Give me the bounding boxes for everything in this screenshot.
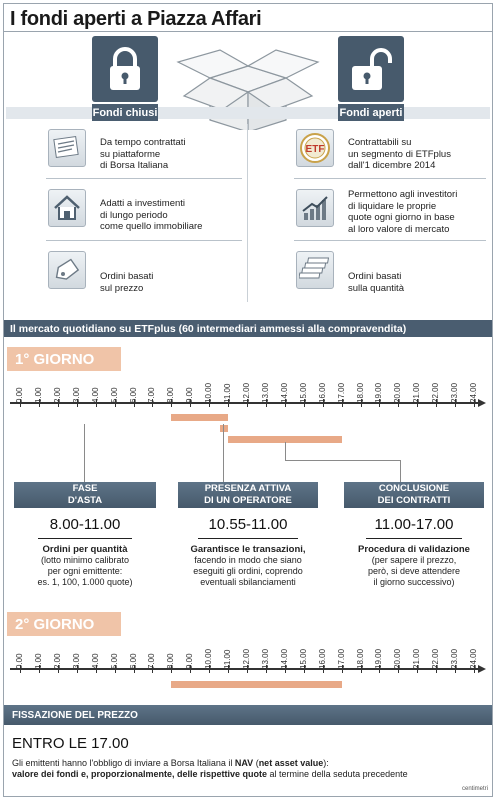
phase-operator-time: 10.55-11.00 [208, 516, 288, 533]
phase-conclusion-desc: Procedura di validazione (per sapere il prezzo, però, si deve attendere il giorno successivo) [358, 544, 470, 587]
price-fixing-bar: FISSAZIONE DEL PREZZO [4, 705, 492, 725]
timeline-tick-label: 21.00 [412, 648, 422, 669]
closed-item-3-text: Ordini basati sul prezzo [100, 271, 154, 294]
timeline-tick-label: 8.00 [166, 653, 176, 669]
timeline-tick-label: 5.00 [109, 387, 119, 403]
timeline-tick-label: 1.00 [33, 387, 43, 403]
timeline-tick-label: 18.00 [355, 382, 365, 403]
phase-operator-box: PRESENZA ATTIVA DI UN OPERATORE INCARICATO [178, 482, 318, 508]
document-lines-icon [48, 129, 86, 167]
timeline-tick-label: 15.00 [298, 648, 308, 669]
timeline-tick-label: 5.00 [109, 653, 119, 669]
timeline-tick-label: 21.00 [412, 382, 422, 403]
timeline-tick-label: 19.00 [374, 648, 384, 669]
page-title: I fondi aperti a Piazza Affari [10, 8, 262, 30]
closed-item-1-text: Da tempo contrattati su piattaforme di Borsa Italiana [100, 137, 186, 171]
timeline-arrowhead [478, 399, 486, 407]
phase-auction-time: 8.00-11.00 [49, 516, 121, 533]
timeline-tick-label: 14.00 [279, 648, 289, 669]
divider [294, 240, 486, 241]
timeline-tick-label: 0.00 [15, 653, 24, 669]
timeline-tick-label: 6.00 [128, 387, 138, 403]
timeline-tick-label: 2.00 [52, 387, 62, 403]
timeline-tick-label: 17.00 [336, 382, 346, 403]
timeline-tick-label: 11.00 [223, 649, 233, 669]
open-item-1-text: Contrattabili su un segmento di ETFplus dall'1 dicembre 2014 [348, 137, 451, 171]
timeline-tick-label: 18.00 [355, 648, 365, 669]
timeline-tick-label: 19.00 [374, 382, 384, 403]
timeline-tick-label: 9.00 [185, 653, 195, 669]
phase-conclusion-time: 11.00-17.00 [374, 516, 454, 533]
timeline-tick-label: 2.00 [52, 653, 62, 669]
timeline-tick-label: 1.00 [33, 653, 43, 669]
timeline-tick-label: 7.00 [147, 653, 157, 669]
open-lock-icon [338, 36, 404, 102]
title-bar [4, 4, 492, 32]
closed-item-2-text: Adatti a investimenti di lungo periodo come quello immobiliare [100, 198, 203, 232]
day2-tag: 2° GIORNO [7, 612, 121, 636]
open-item-3-text: Ordini basati sulla quantità [348, 271, 404, 294]
timeline-tick-label: 16.00 [317, 382, 327, 403]
category-band [6, 107, 490, 119]
connector-line [84, 424, 85, 482]
timeline-arrowhead [478, 665, 486, 673]
timeline-tick-label: 12.00 [242, 382, 251, 403]
timeline-tick-label: 16.00 [317, 648, 327, 669]
timeline-tick-label: 3.00 [71, 653, 81, 669]
time-range-bar [171, 414, 228, 421]
timeline-tick-label: 15.00 [298, 382, 308, 403]
nav-note: Gli emittenti hanno l'obbligo di inviare a Borsa Italiana il NAV (net asset value): valore dei fondi e, proporzionalmente, delle rispettive quote al termine della seduta precedente [12, 758, 408, 779]
connector-line [400, 460, 401, 482]
phase-auction-box: FASE D'ASTA [14, 482, 156, 508]
time-range-bar [171, 681, 341, 688]
timeline-tick-label: 17.00 [336, 648, 346, 669]
etf-logo-text: ETF [305, 144, 325, 155]
underline [38, 538, 132, 539]
closed-lock-icon [92, 36, 158, 102]
timeline-tick-label: 10.00 [204, 648, 214, 669]
timeline-tick-label: 11.00 [223, 383, 233, 403]
timeline-tick-label: 9.00 [185, 387, 195, 403]
house-icon [48, 189, 86, 227]
etf-coin-icon [296, 129, 334, 167]
timeline-tick-label: 22.00 [431, 382, 441, 403]
closed-funds-tag: Fondi chiusi [92, 104, 158, 121]
timeline-tick-label: 4.00 [90, 387, 100, 403]
divider [46, 178, 242, 179]
timeline-tick-label: 0.00 [15, 387, 24, 403]
timeline-tick-label: 24.00 [469, 382, 478, 403]
connector-line [223, 424, 224, 482]
credit-label: centimetri [461, 786, 488, 792]
timeline-tick-label: 12.00 [242, 648, 251, 669]
market-section-bar: Il mercato quotidiano su ETFplus (60 intermediari ammessi alla compravendita) [4, 320, 492, 337]
coin-stack-icon [296, 251, 334, 289]
price-tag-icon [48, 251, 86, 289]
timeline-tick-label: 10.00 [204, 382, 214, 403]
connector-line [285, 442, 286, 460]
divider [46, 240, 242, 241]
phase-conclusion-box: CONCLUSIONE DEI CONTRATTI [344, 482, 484, 508]
timeline-tick-label: 6.00 [128, 653, 138, 669]
deadline-text: ENTRO LE 17.00 [12, 735, 129, 752]
timeline-tick-label: 23.00 [450, 648, 460, 669]
open-item-2-text: Permettono agli investitori di liquidare le proprie quote ogni giorno in base al loro valore di mercato [348, 189, 458, 235]
timeline-tick-label: 20.00 [393, 382, 403, 403]
open-funds-tag: Fondi aperti [338, 104, 404, 121]
timeline-tick-label: 4.00 [90, 653, 100, 669]
day1-tag: 1° GIORNO [7, 347, 121, 371]
underline [366, 538, 462, 539]
timeline-tick-label: 24.00 [469, 648, 478, 669]
connector-line [285, 460, 401, 461]
column-separator [247, 124, 248, 302]
timeline-tick-label: 14.00 [279, 382, 289, 403]
underline [198, 538, 298, 539]
timeline-tick-label: 13.00 [260, 382, 270, 403]
timeline-tick-label: 8.00 [166, 387, 176, 403]
timeline-tick-label: 23.00 [450, 382, 460, 403]
timeline-tick-label: 22.00 [431, 648, 441, 669]
phase-auction-desc: Ordini per quantità (lotto minimo calibrato per ogni emittente: es. 1, 100, 1.000 quote) [37, 544, 133, 587]
timeline-tick-label: 13.00 [260, 648, 270, 669]
timeline-tick-label: 20.00 [393, 648, 403, 669]
timeline-tick-label: 3.00 [71, 387, 81, 403]
timeline-tick-label: 7.00 [147, 387, 157, 403]
divider [294, 178, 486, 179]
growth-chart-icon [296, 189, 334, 227]
phase-operator-desc: Garantisce le transazioni, facendo in modo che siano eseguiti gli ordini, coprendo eventuali sbilanciamenti [190, 544, 306, 587]
